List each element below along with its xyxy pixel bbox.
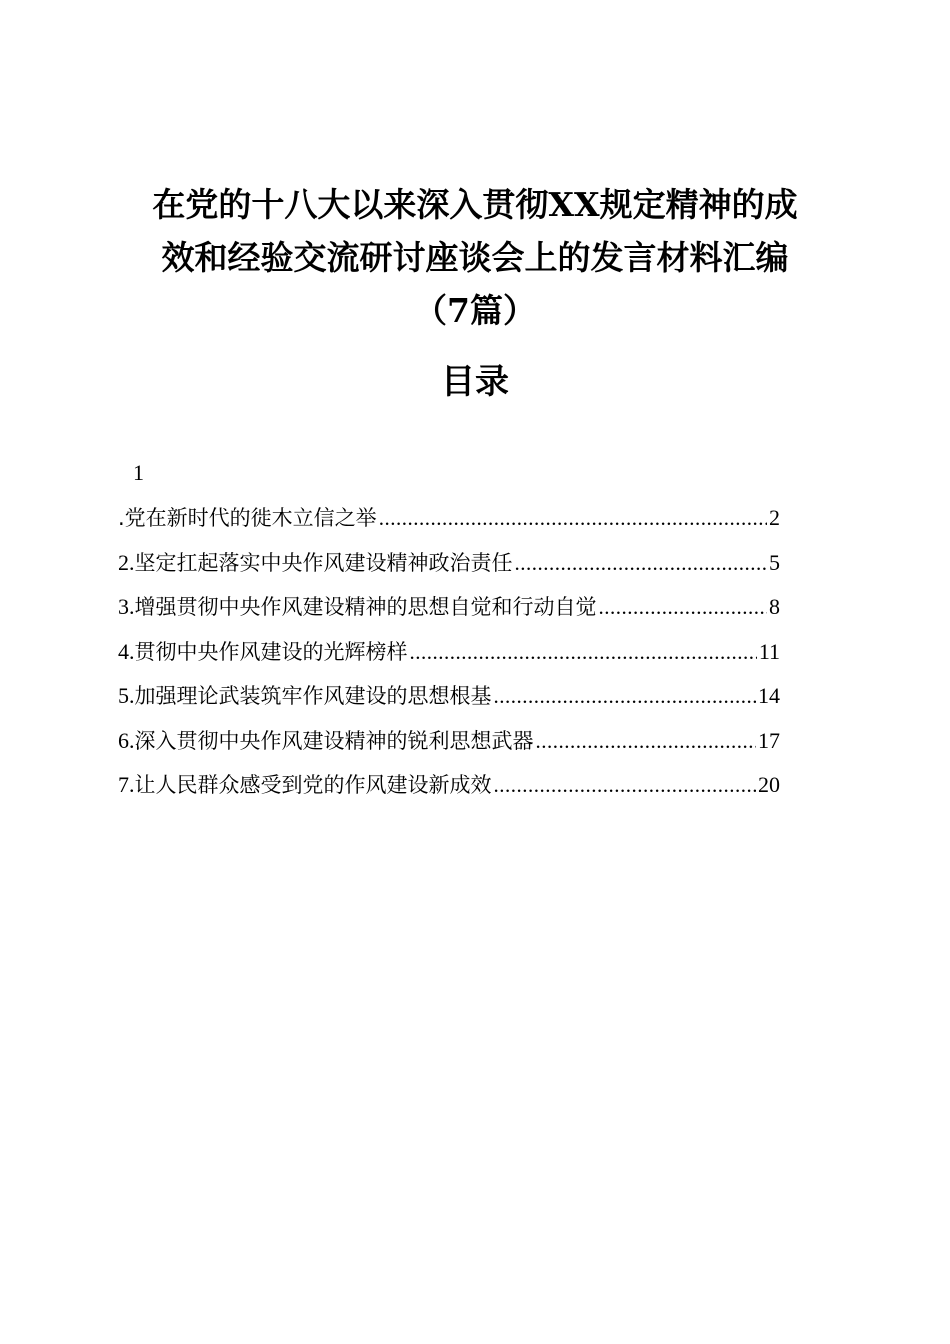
toc-entry-label: 让人民群众感受到党的作风建设新成效 xyxy=(134,773,492,797)
toc-entry-label: 加强理论武装筑牢作风建设的思想根基 xyxy=(134,684,492,708)
toc-dot-leader xyxy=(536,723,757,759)
toc-entry-number: 2. xyxy=(118,549,135,575)
toc-entry-label: 增强贯彻中央作风建设精神的思想自觉和行动自觉 xyxy=(134,595,597,619)
toc-entry-4[interactable] xyxy=(118,634,780,679)
toc-entry-7[interactable] xyxy=(118,767,780,812)
toc-entry-number: 4. xyxy=(118,638,135,664)
toc-dot-leader xyxy=(515,545,768,581)
toc-entry-label: 坚定扛起落实中央作风建设精神政治责任 xyxy=(134,550,513,575)
title-line-3: （7篇） xyxy=(414,291,536,330)
toc-stray-number: 1 xyxy=(133,460,144,485)
toc-entry-label: 贯彻中央作风建设的光辉榜样 xyxy=(134,639,408,664)
toc-entry-page: 5 xyxy=(769,549,780,575)
toc-dot-leader xyxy=(410,634,757,670)
toc-entry-number: 6. xyxy=(118,727,135,753)
toc-dot-leader xyxy=(494,678,757,714)
title-line-1: 在党的十八大以来深入贯彻XX规定精神的成 xyxy=(152,185,798,224)
title-line-2: 效和经验交流研讨座谈会上的发言材料汇编 xyxy=(161,238,789,277)
toc-dot-leader xyxy=(494,767,757,803)
document-title xyxy=(100,178,850,337)
toc-entry-label: .党在新时代的徙木立信之举 xyxy=(118,506,377,530)
toc-entry-number: 7. xyxy=(118,772,135,797)
toc-entry-number: 5. xyxy=(118,683,135,708)
toc-entry-page: 8 xyxy=(769,594,780,619)
toc-entry-3[interactable] xyxy=(118,589,780,634)
toc-entry-number: 3. xyxy=(118,594,135,619)
toc-entry-2[interactable] xyxy=(118,545,780,590)
toc-entry-page: 14 xyxy=(758,683,780,708)
toc-heading: 目录 xyxy=(441,362,509,402)
toc-entry-6[interactable] xyxy=(118,723,780,768)
toc-entry-1[interactable] xyxy=(118,500,780,545)
toc-dot-leader xyxy=(379,500,767,536)
toc-entry-page: 11 xyxy=(758,638,780,664)
toc-entry-page: 17 xyxy=(758,727,780,753)
toc-entry-page: 20 xyxy=(758,772,780,797)
toc-dot-leader xyxy=(599,589,768,625)
toc-entry-5[interactable] xyxy=(118,678,780,723)
toc-entry-page: 2 xyxy=(769,505,780,530)
toc-entry-label: 深入贯彻中央作风建设精神的锐利思想武器 xyxy=(134,728,534,753)
table-of-contents xyxy=(118,500,780,812)
